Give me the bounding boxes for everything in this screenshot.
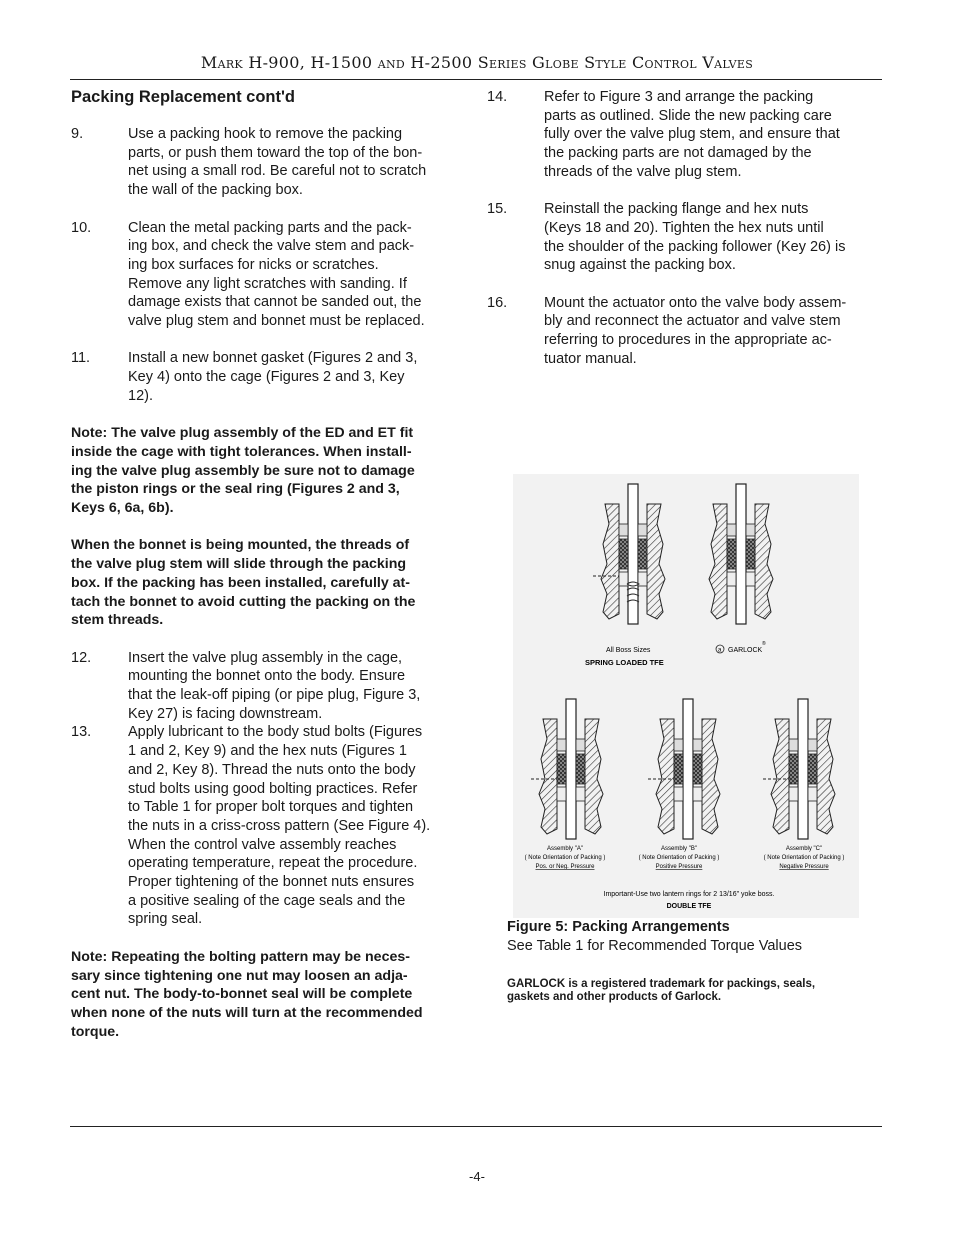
step-number: 15. <box>487 201 508 218</box>
assembly-b-note: ( Note Orientation of Packing ) <box>638 855 720 861</box>
step-number: 12. <box>71 649 92 666</box>
header-rule <box>70 79 882 80</box>
step-text: Reinstall the packing flange and hex nuts (Keys 18 and 20). Tighten the hex nuts until the shoulder of the packing follower (Key 26) is snug against the packing box. <box>544 201 846 274</box>
assembly-c-note: ( Note Orientation of Packing ) <box>763 855 845 861</box>
step-text: Clean the metal packing parts and the pack- ing box, and check the valve stem and pack- ing box surfaces for nicks or scratches. Remove any light scratches with sanding. If damage exists that cannot be sanded out, the valve plug stem and bonnet must be replaced. <box>128 219 425 330</box>
step-12 <box>71 649 461 724</box>
note-bolting-pattern: Note: Repeating the bolting pattern may be neces- sary since tightening one nut may loosen an adja- cent nut. The body-to-bonnet seal will be complete when none of the nuts will turn at the recommended torque. <box>71 948 423 1040</box>
assembly-c-type: Negative Pressure <box>779 864 829 870</box>
assembly-a-note: ( Note Orientation of Packing ) <box>524 855 606 861</box>
spring-loaded-label: SPRING LOADED TFE <box>585 658 664 667</box>
right-column <box>487 88 882 387</box>
step-9 <box>71 125 461 200</box>
left-column <box>71 88 461 1060</box>
step-text: Install a new bonnet gasket (Figures 2 and 3, Key 4) onto the cage (Figures 2 and 3, Key 12). <box>128 350 418 404</box>
step-text: Apply lubricant to the body stud bolts (Figures 1 and 2, Key 9) and the hex nuts (Figures 1 and 2, Key 8). Thread the nuts onto the body stud bolts using good bolting practices. Refer to Table 1 for proper bolt torques and tighten the nuts in a criss-cross pattern (See Figure 4). When the control valve assembly reaches operating temperature, repeat the procedure. Proper tightening of the bonnet nuts ensures a positive sealing of the cage seals and the spring seal. <box>128 724 431 928</box>
registered-mark: ® <box>762 641 766 647</box>
step-number: 10. <box>71 219 92 236</box>
step-14 <box>487 88 882 182</box>
all-boss-label: All Boss Sizes <box>606 647 651 654</box>
lantern-ring-note: Important-Use two lantern rings for 2 13/16" yoke boss. <box>603 891 775 898</box>
step-number: 13. <box>71 724 92 741</box>
step-number: 14. <box>487 89 508 105</box>
page-header-title: Mark H-900, H-1500 and H-2500 Series Globe Style Control Valves <box>200 53 754 72</box>
step-15 <box>487 200 882 275</box>
garlock-label: GARLOCK <box>728 647 763 654</box>
step-text: Refer to Figure 3 and arrange the packing parts as outlined. Slide the new packing care fully over the valve plug stem, and ensure that the packing parts are not damaged by the threads of the valve plug stem. <box>544 89 840 180</box>
step-number: 11. <box>71 350 91 367</box>
step-number: 9. <box>71 126 84 142</box>
step-16 <box>487 294 882 369</box>
garlock-section <box>709 484 773 624</box>
step-10 <box>71 219 461 331</box>
page-number: -4- <box>469 1169 485 1184</box>
garlock-a-label: a <box>718 647 722 654</box>
step-text: Use a packing hook to remove the packing parts, or push them toward the top of the bon- net using a small rod. Be careful not to scratch the wall of the packing box. <box>128 126 427 199</box>
step-11 <box>71 349 461 405</box>
section-title: Packing Replacement cont'd <box>71 88 295 106</box>
assembly-a-name: Assembly "A" <box>547 846 583 852</box>
assembly-b-name: Assembly "B" <box>661 846 697 852</box>
step-text: Insert the valve plug assembly in the cage, mounting the bonnet onto the body. Ensure that the leak-off piping (or pipe plug, Figure 3, Key 27) is facing downstream. <box>128 649 421 722</box>
footer-rule <box>70 1126 882 1127</box>
note-bonnet-mounting: When the bonnet is being mounted, the threads of the valve plug stem will slide through the packing box. If the packing has been installed, carefully at- tach the bonnet to avoid cutting the packing on the stem threads. <box>71 537 416 629</box>
step-text: Mount the actuator onto the valve body assem- bly and reconnect the actuator and valve stem referring to procedures in the appropriate ac- tuator manual. <box>544 294 847 367</box>
figure-caption-subtitle: See Table 1 for Recommended Torque Values <box>507 938 803 954</box>
figure-caption-title: Figure 5: Packing Arrangements <box>507 919 730 935</box>
trademark-notice: GARLOCK is a registered trademark for packings, seals, gaskets and other products of Garlock. <box>507 978 816 1003</box>
step-number: 16. <box>487 294 508 311</box>
step-13 <box>71 723 461 929</box>
assembly-a-type: Pos. or Neg. Pressure <box>535 864 595 870</box>
assembly-b-type: Positive Pressure <box>655 864 703 870</box>
double-tfe-label: DOUBLE TFE <box>666 903 712 910</box>
packing-arrangements-figure <box>513 474 859 918</box>
assembly-c-name: Assembly "C" <box>785 846 823 852</box>
note-valve-plug: Note: The valve plug assembly of the ED and ET fit inside the cage with tight tolerances. When install- ing the valve plug assembly be sure not to damage the piston rings or the seal ring (Figures 2 and 3, Keys 6, 6a, 6b). <box>71 425 415 517</box>
figure-caption <box>507 918 887 956</box>
